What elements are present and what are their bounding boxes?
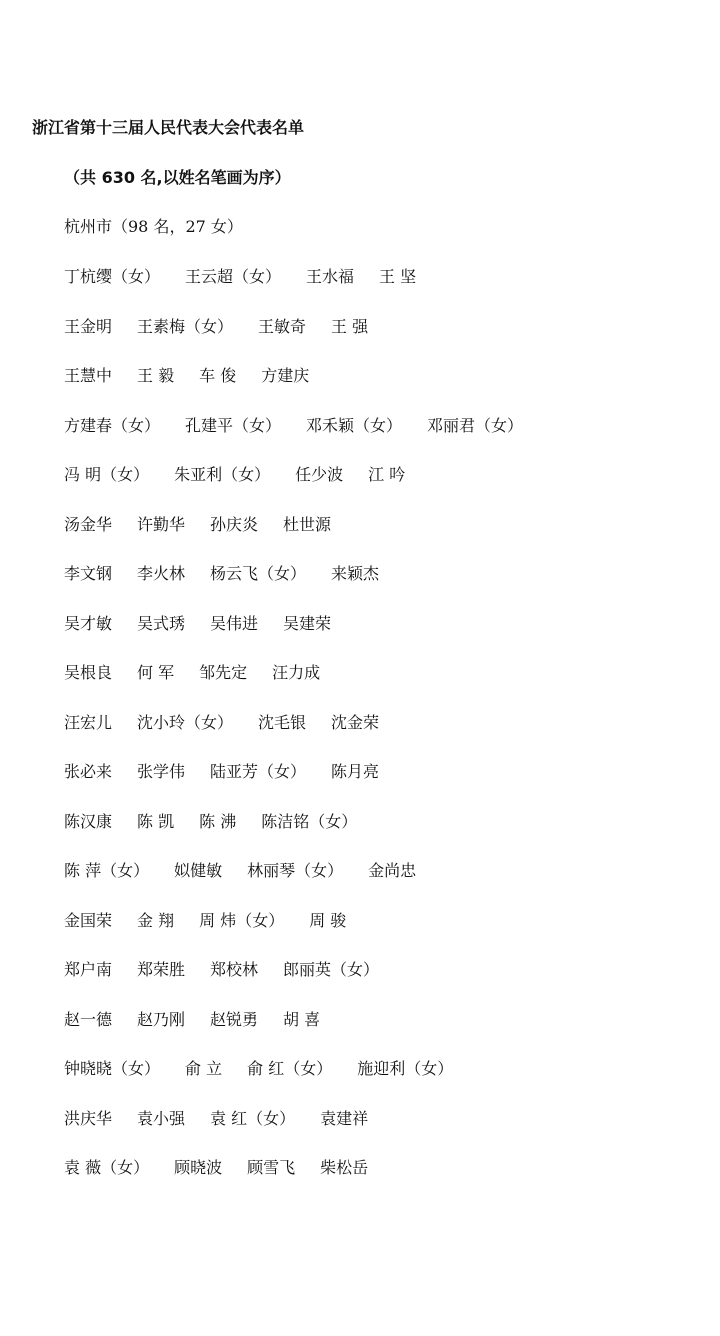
name-row	[64, 314, 704, 364]
representative-name: 李文钢	[64, 564, 113, 583]
representative-name: 郑校林	[210, 960, 259, 979]
representative-name: 吴式琇	[137, 613, 186, 633]
name-row	[64, 858, 704, 908]
name-row	[64, 462, 704, 512]
name-row	[64, 1056, 704, 1106]
representative-name: 赵锐勇	[210, 1009, 259, 1029]
representative-name: 沈金荣	[331, 712, 380, 732]
representative-name: 袁小强	[137, 1108, 186, 1128]
name-row	[64, 363, 704, 413]
representative-name: 赵一德	[64, 1009, 113, 1029]
representative-name: 沈小玲（女）	[137, 712, 234, 732]
representative-name: 吴根良	[64, 663, 113, 682]
representative-name: 杨云飞（女）	[210, 564, 307, 583]
representative-name: 赵乃刚	[137, 1009, 186, 1029]
representative-name: 陈 沸	[199, 811, 237, 831]
representative-name: 王金明	[64, 316, 113, 336]
representative-name: 任少波	[295, 465, 344, 484]
representative-name: 方建春（女）	[64, 415, 161, 435]
representative-name: 钟晓晓（女）	[64, 1059, 161, 1078]
name-list	[64, 264, 704, 1205]
representative-name: 郎丽英（女）	[283, 960, 380, 979]
document-title: 浙江省第十三届人民代表大会代表名单	[32, 118, 305, 137]
representative-name: 陈汉康	[64, 811, 113, 831]
representative-name: 袁 红（女）	[210, 1108, 296, 1128]
representative-name: 王敏奇	[258, 316, 307, 336]
representative-name: 汤金华	[64, 514, 113, 534]
representative-name: 王慧中	[64, 366, 113, 385]
representative-name: 方建庆	[261, 366, 310, 385]
name-row	[64, 710, 704, 760]
name-row	[64, 809, 704, 859]
representative-name: 江 吟	[368, 465, 406, 484]
representative-name: 周 炜（女）	[199, 910, 285, 930]
representative-name: 邹先定	[199, 663, 248, 682]
representative-name: 王 毅	[137, 366, 175, 385]
name-row	[64, 1106, 704, 1156]
representative-name: 陈 凯	[137, 811, 175, 831]
name-row	[64, 1007, 704, 1057]
representative-name: 郑荣胜	[137, 960, 186, 979]
name-row	[64, 611, 704, 661]
representative-name: 俞 红（女）	[247, 1059, 333, 1078]
representative-name: 沈毛银	[258, 712, 307, 732]
representative-name: 俞 立	[185, 1059, 223, 1078]
representative-name: 王云超（女）	[185, 267, 282, 286]
representative-name: 陈 萍（女）	[64, 861, 150, 880]
representative-name: 张学伟	[137, 762, 186, 781]
representative-name: 冯 明（女）	[64, 465, 150, 484]
representative-name: 顾雪飞	[247, 1158, 296, 1177]
region-heading: 杭州市（98 名，27 女）	[64, 217, 243, 236]
representative-name: 周 骏	[309, 910, 347, 930]
representative-name: 汪宏儿	[64, 712, 113, 732]
representative-name: 金国荣	[64, 910, 113, 930]
representative-name: 吴伟进	[210, 613, 259, 633]
representative-name: 邓禾颖（女）	[306, 415, 403, 435]
representative-name: 洪庆华	[64, 1108, 113, 1128]
representative-name: 陆亚芳（女）	[210, 762, 307, 781]
representative-name: 车 俊	[199, 366, 237, 385]
representative-name: 朱亚利（女）	[174, 465, 271, 484]
representative-name: 王 强	[331, 316, 369, 336]
name-row	[64, 957, 704, 1007]
name-row	[64, 413, 704, 463]
representative-name: 丁杭缨（女）	[64, 267, 161, 286]
representative-name: 汪力成	[272, 663, 321, 682]
name-row	[64, 1155, 704, 1205]
name-row	[64, 561, 704, 611]
representative-name: 孔建平（女）	[185, 415, 282, 435]
representative-name: 施迎利（女）	[357, 1059, 454, 1078]
representative-name: 何 军	[137, 663, 175, 682]
representative-name: 陈月亮	[331, 762, 380, 781]
name-row	[64, 660, 704, 710]
representative-name: 袁 薇（女）	[64, 1158, 150, 1177]
representative-name: 许勤华	[137, 514, 186, 534]
representative-name: 吴才敏	[64, 613, 113, 633]
representative-name: 林丽琴（女）	[247, 861, 344, 880]
representative-name: 姒健敏	[174, 861, 223, 880]
representative-name: 王素梅（女）	[137, 316, 234, 336]
representative-name: 金 翔	[137, 910, 175, 930]
representative-name: 张必来	[64, 762, 113, 781]
name-row	[64, 264, 704, 314]
representative-name: 王水福	[306, 267, 355, 286]
representative-name: 胡 喜	[283, 1009, 321, 1029]
representative-name: 李火林	[137, 564, 186, 583]
representative-name: 柴松岳	[320, 1158, 369, 1177]
document-subtitle: （共 630 名,以姓名笔画为序）	[64, 168, 291, 187]
representative-name: 陈洁铭（女）	[261, 811, 358, 831]
representative-name: 郑户南	[64, 960, 113, 979]
representative-name: 杜世源	[283, 514, 332, 534]
representative-name: 孙庆炎	[210, 514, 259, 534]
representative-name: 袁建祥	[320, 1108, 369, 1128]
representative-name: 王 坚	[379, 267, 417, 286]
name-row	[64, 512, 704, 562]
representative-name: 来颖杰	[331, 564, 380, 583]
name-row	[64, 908, 704, 958]
representative-name: 金尚忠	[368, 861, 417, 880]
representative-name: 邓丽君（女）	[427, 415, 524, 435]
name-row	[64, 759, 704, 809]
representative-name: 吴建荣	[283, 613, 332, 633]
representative-name: 顾晓波	[174, 1158, 223, 1177]
